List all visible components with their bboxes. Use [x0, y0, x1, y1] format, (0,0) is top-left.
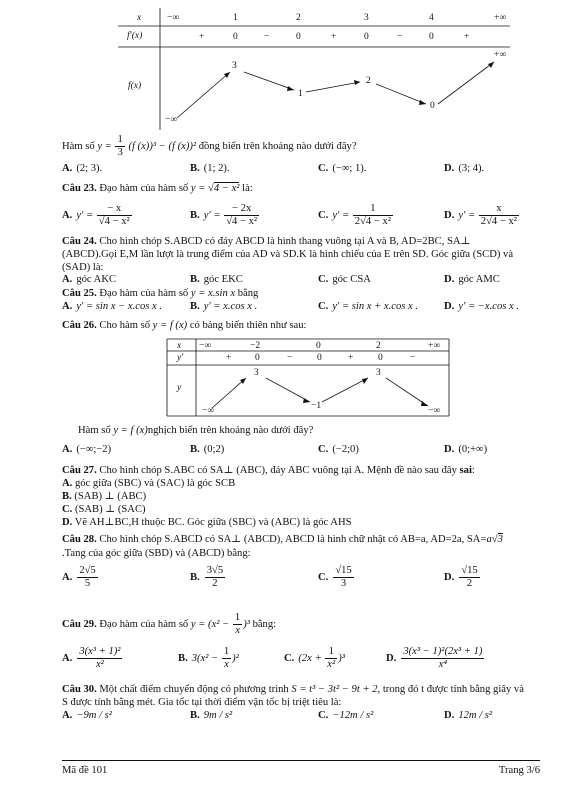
- q28-option-a[interactable]: A. $\frac{2√5}{5}$: [62, 565, 96, 589]
- q24-line2: (ABCD).Gọi E,M lần lượt là trung điểm của AD và SD.K là hình chiếu của E trên SD. Góc giữa (SCD) và: [62, 249, 514, 260]
- q29-function: y = (x² − $\frac{1}{x}$ )³: [190, 612, 250, 636]
- q27-option-b[interactable]: B. (SAB) ⊥ (ABC): [62, 491, 147, 502]
- table1-fprime-label: f′(x): [127, 31, 143, 41]
- table2-y-value: −∞: [202, 406, 215, 416]
- q23-option-b[interactable]: B. y′ = $\frac{- 2x}{\text{√4 − x²}}$: [190, 203, 258, 227]
- q23-number: Câu 23.: [62, 183, 97, 194]
- table2-y-value: −1: [311, 401, 322, 411]
- table1-x-value: 3: [364, 13, 369, 23]
- q30-options: [62, 710, 542, 724]
- q22-function-rest: (f (x))³ − (f (x))²: [128, 140, 197, 152]
- q26-question-function: y = f (x): [113, 425, 148, 436]
- q24-option-d[interactable]: D. góc AMC: [444, 274, 500, 285]
- q25-option-c[interactable]: C. y′ = sin x + x.cos x .: [318, 301, 419, 312]
- table2-sign: 0: [378, 353, 383, 363]
- table1-sign: +: [331, 32, 337, 42]
- q25-option-d[interactable]: D. y′ = −x.cos x .: [444, 301, 520, 312]
- q23-function: y = √4 − x²: [190, 183, 240, 194]
- table2-y-label: y: [177, 383, 182, 393]
- q24-line1-text: Cho hình chóp S.ABCD có đáy ABCD là hình thang vuông tại A và B, AD=2BC, SA⊥: [99, 236, 471, 247]
- table2-sign: +: [226, 353, 232, 363]
- q27-stem: [62, 464, 536, 477]
- q26-question: [78, 424, 536, 437]
- table1-f-value: 1: [298, 89, 303, 99]
- q30-option-a[interactable]: A. −9m / s²: [62, 710, 112, 721]
- q27-stem-end: :: [471, 465, 475, 476]
- table1-sign: 0: [233, 32, 238, 42]
- table2-y-value: −∞: [428, 406, 441, 416]
- q26-stem-post: có bảng biến thiên như sau:: [189, 320, 307, 331]
- q26-stem-text: Cho hàm số: [99, 320, 151, 331]
- q29-stem-post: bằng:: [252, 618, 277, 630]
- table1-x-label: x: [137, 13, 142, 23]
- table1-sign: −: [397, 32, 403, 42]
- table1-x-value: 1: [233, 13, 238, 23]
- table1-sign: 0: [296, 32, 301, 42]
- q29-option-a[interactable]: A. $\frac{\text{3(x³ + 1)²}}{\text{x²}}$: [62, 646, 121, 670]
- page-number: Trang 3/6: [498, 765, 540, 776]
- q26-number: Câu 26.: [62, 320, 97, 331]
- table2-sign: −: [287, 353, 293, 363]
- q28-sa-value: a√3: [486, 534, 503, 545]
- table1-f-value: −∞: [165, 115, 178, 125]
- q25-stem-post: bằng: [237, 288, 259, 299]
- table2-sign: +: [348, 353, 354, 363]
- q25-option-a[interactable]: A. y′ = sin x − x.cos x .: [62, 301, 163, 312]
- q30-option-d[interactable]: D. 12m / s²: [444, 710, 493, 721]
- q29-option-c[interactable]: C. (2x + $\frac{1}{\text{x²}}$ )³: [284, 646, 345, 670]
- q28-line2: .Tang của góc giữa (SBD) và (ABCD) bằng:: [62, 548, 251, 559]
- page-footer: [62, 760, 540, 776]
- q28-line1-text: Cho hình chóp S.ABCD có SA⊥ (ABCD), ABCD là hình chữ nhật có AB=a, AD=2a, SA=: [99, 534, 487, 545]
- q30-line1-post: , trong đó t được tính bằng giây và: [377, 684, 524, 695]
- q28-options: [62, 565, 542, 595]
- q24-number: Câu 24.: [62, 236, 97, 247]
- exam-code: Mã đề 101: [62, 765, 108, 776]
- table2-sign: −: [410, 353, 416, 363]
- q25-option-b[interactable]: B. y′ = x.cos x .: [190, 301, 258, 312]
- table2-y-value: 3: [254, 368, 259, 378]
- q25-number: Câu 25.: [62, 288, 97, 299]
- q29-options: [62, 646, 542, 680]
- table1-x-value: +∞: [494, 13, 507, 23]
- table1-sign: 0: [429, 32, 434, 42]
- q26-function: y = f (x): [152, 320, 188, 331]
- q26-option-b[interactable]: B. (0;2): [190, 444, 225, 455]
- table2-sign: 0: [317, 353, 322, 363]
- q30-line2: S được tính bằng mét. Gia tốc tại thời điểm vận tốc bị triệt tiêu là:: [62, 697, 342, 708]
- table2-x-value: +∞: [428, 341, 441, 351]
- q26-options: [62, 444, 542, 458]
- q27-option-a[interactable]: A. góc giữa (SBC) và (SAC) là góc SCB: [62, 478, 236, 489]
- q27-option-d[interactable]: D. Vẽ AH⊥BC,H thuộc BC. Góc giữa (SBC) và (ABC) là góc AHS: [62, 517, 352, 528]
- q25-function: y = x.sin x: [190, 288, 236, 299]
- table2-yprime-label: y′: [177, 353, 184, 363]
- table2-x-value: −∞: [199, 341, 212, 351]
- q30-option-b[interactable]: B. 9m / s²: [190, 710, 233, 721]
- q27-number: Câu 27.: [62, 465, 97, 476]
- table1-sign: −: [264, 32, 270, 42]
- table1-f-value: 3: [232, 61, 237, 71]
- q30-number: Câu 30.: [62, 684, 97, 695]
- table1-sign: 0: [364, 32, 369, 42]
- q23-option-c[interactable]: C. y′ = $\frac{1}{\text{2√4 − x²}}$: [318, 203, 391, 227]
- q27-stem-bold: sai: [459, 465, 472, 476]
- q22-stem-pre: Hàm số: [62, 140, 95, 152]
- table1-sign: +: [199, 32, 205, 42]
- table2-sign: 0: [255, 353, 260, 363]
- table1-f-label: f(x): [128, 81, 142, 91]
- table2-x-value: −2: [250, 341, 261, 351]
- table1-x-value: 4: [429, 13, 434, 23]
- q22-option-b[interactable]: B. (1; 2).: [190, 163, 230, 174]
- q23-option-a[interactable]: A. y′ = $\frac{- x}{\text{√4 − x²}}$: [62, 203, 130, 227]
- q22-option-c[interactable]: C. (−∞; 1).: [318, 163, 367, 174]
- q30-option-c[interactable]: C. −12m / s²: [318, 710, 374, 721]
- q24-option-c[interactable]: C. góc CSA: [318, 274, 371, 285]
- q24-line3: (SAD) là:: [62, 262, 104, 273]
- q22-stem-post: đồng biến trên khoảng nào dưới đây?: [198, 140, 357, 152]
- q29-stem-text: Đạo hàm của hàm số: [99, 618, 189, 630]
- q24-option-b[interactable]: B. góc EKC: [190, 274, 243, 285]
- q30-line1: [62, 683, 536, 696]
- q22-function: y =: [97, 140, 112, 152]
- q22-option-a[interactable]: A. (2; 3).: [62, 163, 103, 174]
- q23-stem-text: Đạo hàm của hàm số: [99, 183, 189, 194]
- q26-option-a[interactable]: A. (−∞;−2): [62, 444, 112, 455]
- table1-f-value: +∞: [494, 50, 507, 60]
- table1-f-value: 0: [430, 101, 435, 111]
- q22-option-d[interactable]: D. (3; 4).: [444, 163, 485, 174]
- q30-line1-pre: Một chất điểm chuyển động có phương trình: [99, 684, 289, 695]
- table2-x-value: 2: [376, 341, 381, 351]
- q23-stem-post: là:: [242, 183, 253, 194]
- table2-x-label: x: [177, 341, 182, 351]
- table1-sign: +: [464, 32, 470, 42]
- q28-option-b[interactable]: B. $\frac{3√5}{2}$: [190, 565, 224, 589]
- q29-number: Câu 29.: [62, 618, 97, 630]
- table2-x-value: 0: [316, 341, 321, 351]
- q29-option-b[interactable]: B. 3(x² − $\frac{1}{x}$ )²: [178, 646, 239, 670]
- q28-line1: [62, 533, 536, 546]
- q27-stem-text: Cho hình chóp S.ABC có SA⊥ (ABC), đáy ABC vuông tại A. Mệnh đề nào sau đây: [99, 465, 457, 476]
- q23-option-d[interactable]: D. y′ = $\frac{x}{\text{2√4 − x²}}$: [444, 203, 517, 227]
- q26-question-post: nghịch biến trên khoảng nào dưới đây?: [147, 425, 314, 436]
- q26-option-c[interactable]: C. (−2;0): [318, 444, 359, 455]
- q25-stem-text: Đạo hàm của hàm số: [99, 288, 189, 299]
- table1-f-value: 2: [366, 76, 371, 86]
- q22-fraction: $\frac{1}{3}$: [117, 134, 123, 158]
- q26-option-d[interactable]: D. (0;+∞): [444, 444, 488, 455]
- q30-equation: S = t³ − 3t² − 9t + 2: [291, 684, 378, 695]
- table2-y-value: 3: [376, 368, 381, 378]
- q27-option-c[interactable]: C. (SAB) ⊥ (SAC): [62, 504, 146, 515]
- q29-stem: [62, 612, 536, 637]
- q28-option-d[interactable]: D. $\frac{√15}{2}$: [444, 565, 478, 589]
- q29-option-d[interactable]: D. $\frac{\text{3(x³ − 1)²(2x³ + 1)}}{\text{x⁴}}$: [386, 646, 483, 670]
- table1-x-value: 2: [296, 13, 301, 23]
- q26-question-pre: Hàm số: [78, 425, 111, 436]
- q24-option-a[interactable]: A. góc AKC: [62, 274, 117, 285]
- q28-number: Câu 28.: [62, 534, 97, 545]
- table1-x-value: −∞: [167, 13, 180, 23]
- q28-option-c[interactable]: C. $\frac{√15}{3}$: [318, 565, 352, 589]
